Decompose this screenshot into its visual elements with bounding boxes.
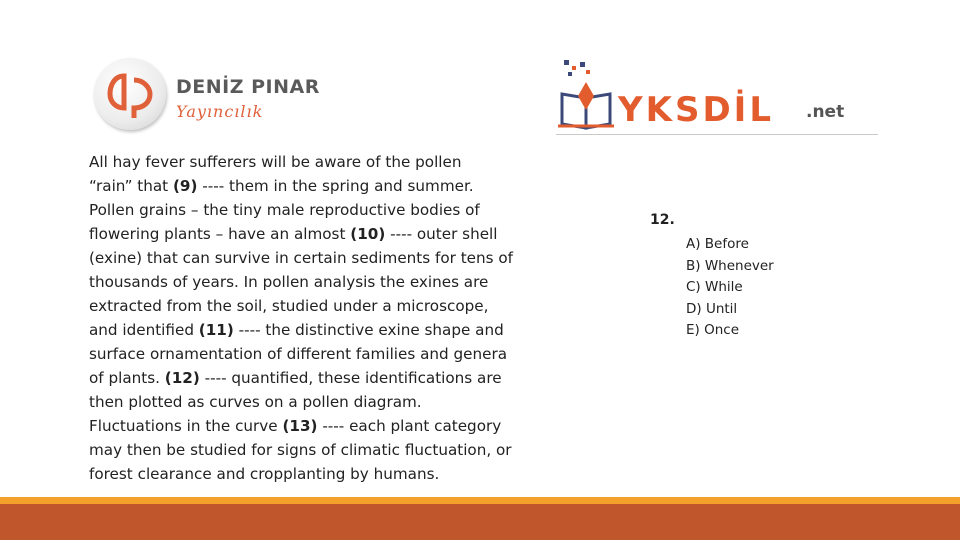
reading-passage [89, 150, 549, 486]
header-divider [556, 134, 878, 135]
blank-number: (12) [164, 369, 200, 387]
passage-text: ---- the distinctive exine shape and surface ornamentation of different families and genera of plants. [89, 321, 507, 387]
option-c[interactable]: C) While [686, 279, 743, 296]
option-d[interactable]: D) Until [686, 300, 738, 317]
blank-number: (13) [282, 417, 318, 435]
option-a[interactable]: A) Before [686, 236, 749, 252]
yksdil-logo [556, 58, 848, 130]
option-b[interactable]: B) Whenever [686, 257, 774, 274]
blank-number: (11) [198, 321, 234, 339]
blank-number: (10) [350, 225, 386, 243]
answer-options [686, 234, 774, 342]
passage-text: ---- each plant category may then be studied for signs of climatic fluctuation, or forest clearance and cropplanting by humans. [89, 417, 512, 483]
deniz-pinar-logo [94, 58, 334, 134]
logo-subtitle-text: Yayıncılık [176, 102, 264, 121]
footer-band [0, 504, 960, 540]
passage-text: ---- quantified, these identifications are then plotted as curves on a pollen diagram. Fluctuations in the curve [89, 369, 502, 435]
question-number: 12. [650, 212, 675, 228]
passage-text: ---- them in the spring and summer. Pollen grains – the tiny male reproductive bodies of flowering plants – have an almost [89, 177, 480, 243]
logo-brand-text: DENİZ PINAR [176, 76, 320, 98]
footer-band-accent [0, 497, 960, 504]
logo-yksdil-text: YKSDİL [618, 90, 774, 130]
blank-number: (9) [172, 177, 198, 195]
deniz-pinar-emblem-icon [94, 58, 166, 130]
passage-text: ---- outer shell (exine) that can survive in certain sediments for tens of thousands of years. In pollen analysis the exines are extracted from the soil, studied under a microscope, and identified [89, 225, 513, 339]
logo-net-suffix: .net [806, 102, 845, 122]
yksdil-book-icon [556, 58, 618, 130]
option-e[interactable]: E) Once [686, 322, 739, 339]
passage-text: All hay fever sufferers will be aware of the pollen “rain” that [89, 153, 462, 195]
